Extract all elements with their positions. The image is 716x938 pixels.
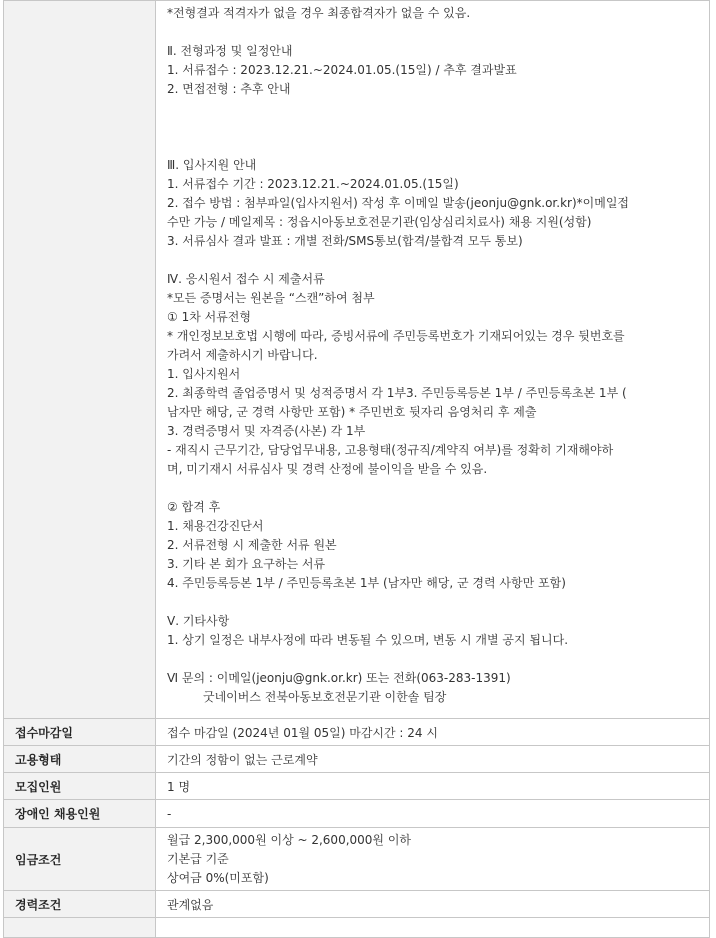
detail-line: 1. 서류접수 : 2023.12.21.~2024.01.05.(15일) / 추후 결과발표 <box>167 63 517 77</box>
detail-line: 1. 상기 일정은 내부사정에 따라 변동될 수 있으며, 변동 시 개별 공지 됩니다. <box>167 633 569 647</box>
detail-line: 3. 기타 본 회가 요구하는 서류 <box>167 557 326 571</box>
row-value <box>156 828 710 891</box>
job-posting-table <box>3 0 710 938</box>
salary-line: 월급 2,300,000원 이상 ~ 2,600,000원 이하 <box>167 832 412 847</box>
detail-line: Ⅵ 문의 : 이메일(jeonju@gnk.or.kr) 또는 전화(063-283-1391) <box>167 671 511 685</box>
detail-line: 3. 서류심사 결과 발표 : 개별 전화/SMS통보(합격/불합격 모두 통보) <box>167 234 523 248</box>
blank-line <box>167 118 709 137</box>
detail-line: 1. 채용건강진단서 <box>167 519 264 533</box>
details-content <box>167 1 709 707</box>
detail-line: Ⅴ. 기타사항 <box>167 614 230 628</box>
detail-line: Ⅳ. 응시원서 접수 시 제출서류 <box>167 272 325 286</box>
detail-line: 1. 서류접수 기간 : 2023.12.21.~2024.01.05.(15일) <box>167 177 459 191</box>
detail-line: 수만 가능 / 메일제목 : 정읍시아동보호전문기관(임상심리치료사) 채용 지원(성함) <box>167 215 592 229</box>
blank-line <box>167 650 709 669</box>
details-label-cell <box>4 1 156 719</box>
blank-line <box>167 251 709 270</box>
details-row <box>4 1 710 719</box>
row-value: 접수 마감일 (2024년 01월 05일) 마감시간 : 24 시 <box>156 719 710 746</box>
table-row <box>4 891 710 918</box>
detail-line: 며, 미기재시 서류심사 및 경력 산정에 불이익을 받을 수 있음. <box>167 462 488 476</box>
detail-line: - 재직시 근무기간, 담당업무내용, 고용형태(정규직/계약직 여부)를 정확히 기재해야하 <box>167 443 614 457</box>
row-label: 장애인 채용인원 <box>4 800 156 828</box>
detail-line: Ⅲ. 입사지원 안내 <box>167 158 257 172</box>
row-value: - <box>156 800 710 828</box>
details-cell <box>156 1 710 719</box>
table-row <box>4 800 710 828</box>
detail-line: 2. 면접전형 : 추후 안내 <box>167 82 291 96</box>
row-value: 관계없음 <box>156 891 710 918</box>
detail-line: 굿네이버스 전북아동보호전문기관 이한솔 팀장 <box>203 690 447 704</box>
salary-line: 상여금 0%(미포함) <box>167 870 269 885</box>
row-value <box>156 918 710 938</box>
row-value: 1 명 <box>156 773 710 800</box>
detail-line: * 개인정보보호법 시행에 따라, 증빙서류에 주민등록번호가 기재되어있는 경우 뒷번호를 <box>167 329 625 343</box>
row-value: 기간의 정함이 없는 근로계약 <box>156 746 710 773</box>
table-row <box>4 719 710 746</box>
row-label <box>4 918 156 938</box>
detail-line: 1. 입사지원서 <box>167 367 241 381</box>
detail-line: 남자만 해당, 군 경력 사항만 포함) * 주민번호 뒷자리 음영처리 후 제출 <box>167 405 537 419</box>
blank-line <box>167 23 709 42</box>
row-label: 경력조건 <box>4 891 156 918</box>
detail-line: Ⅱ. 전형과정 및 일정안내 <box>167 44 293 58</box>
salary-line: 기본급 기준 <box>167 851 229 866</box>
detail-line: 가려서 제출하시기 바랍니다. <box>167 348 318 362</box>
table-row <box>4 746 710 773</box>
blank-line <box>167 99 709 118</box>
row-label: 모집인원 <box>4 773 156 800</box>
row-label: 접수마감일 <box>4 719 156 746</box>
blank-line <box>167 479 709 498</box>
table-row <box>4 773 710 800</box>
detail-line: 2. 접수 방법 : 첨부파일(입사지원서) 작성 후 이메일 발송(jeonju@gnk.or.kr)*이메일접 <box>167 196 629 210</box>
detail-line: 3. 경력증명서 및 자격증(사본) 각 1부 <box>167 424 366 438</box>
table-row <box>4 828 710 891</box>
detail-line: *모든 증명서는 원본을 “스캔”하여 첨부 <box>167 291 375 305</box>
detail-line: 4. 주민등록등본 1부 / 주민등록초본 1부 (남자만 해당, 군 경력 사항만 포함) <box>167 576 566 590</box>
detail-line: ② 합격 후 <box>167 500 221 514</box>
detail-line: *전형결과 적격자가 없을 경우 최종합격자가 없을 수 있음. <box>167 6 471 20</box>
blank-line <box>167 137 709 156</box>
detail-line: ① 1차 서류전형 <box>167 310 251 324</box>
detail-line: 2. 서류전형 시 제출한 서류 원본 <box>167 538 337 552</box>
row-label: 임금조건 <box>4 828 156 891</box>
table-row-partial <box>4 918 710 938</box>
row-label: 고용형태 <box>4 746 156 773</box>
blank-line <box>167 593 709 612</box>
detail-line: 2. 최종학력 졸업증명서 및 성적증명서 각 1부3. 주민등록등본 1부 / 주민등록초본 1부 ( <box>167 386 627 400</box>
